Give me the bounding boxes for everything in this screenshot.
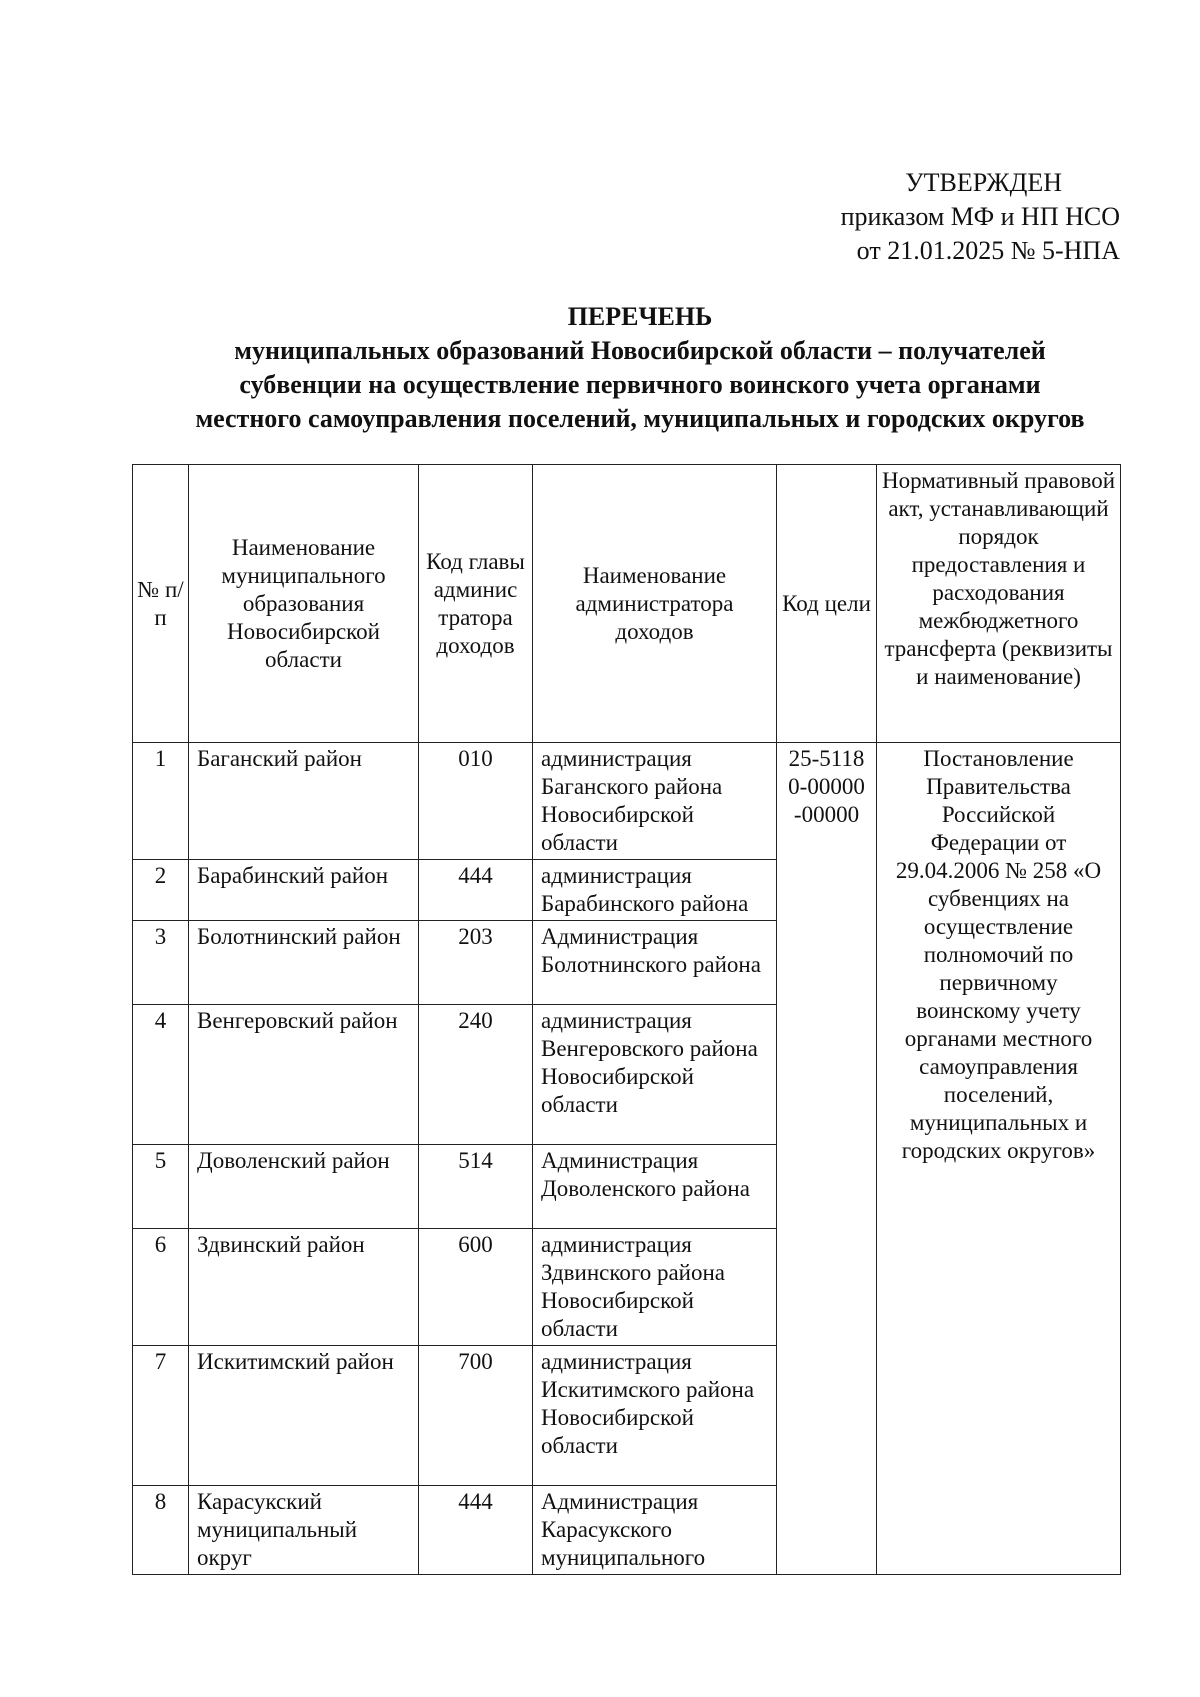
- row-admin: Администрация Доволенского района: [533, 1145, 777, 1229]
- row-code: 600: [419, 1229, 533, 1346]
- row-code: 203: [419, 921, 533, 1005]
- header-code: Код главы админис тратора доходов: [419, 465, 533, 743]
- goal-code-text: 25-51180-00000-00000: [788, 746, 865, 827]
- row-admin: администрация Искитимского района Новосибирской области: [533, 1346, 777, 1486]
- row-name: Барабинский район: [189, 860, 419, 921]
- row-code: 240: [419, 1005, 533, 1145]
- row-name: Болотнинский район: [189, 921, 419, 1005]
- table-header-row: [133, 465, 1121, 743]
- approval-line-2: приказом МФ и НП НСО: [840, 202, 1120, 231]
- row-code: 700: [419, 1346, 533, 1486]
- header-name: Наименование муниципального образования Новосибирской области: [189, 465, 419, 743]
- row-num: 5: [133, 1145, 189, 1229]
- row-num: 2: [133, 860, 189, 921]
- recipients-table: [132, 464, 1121, 1575]
- row-admin: администрация Баганского района Новосибирской области: [533, 743, 777, 860]
- title-heading: ПЕРЕЧЕНЬ: [567, 302, 713, 331]
- row-code: 010: [419, 743, 533, 860]
- row-num: 3: [133, 921, 189, 1005]
- header-legal: Нормативный правовой акт, устанавливающий порядок предоставления и расходования межбюджетного трансферта (реквизиты и наименование): [877, 465, 1121, 743]
- row-name: Искитимский район: [189, 1346, 419, 1486]
- row-admin: администрация Венгеровского района Новосибирской области: [533, 1005, 777, 1145]
- row-name: Карасукский муниципальный округ: [189, 1486, 419, 1575]
- row-name: Доволенский район: [189, 1145, 419, 1229]
- row-num: 6: [133, 1229, 189, 1346]
- header-num: № п/п: [133, 465, 189, 743]
- title-line-1: муниципальных образований Новосибирской области – получателей: [234, 336, 1046, 365]
- table-row: [133, 743, 1121, 860]
- header-goal: Код цели: [777, 465, 877, 743]
- row-code: 444: [419, 860, 533, 921]
- approval-line-3: от 21.01.2025 № 5-НПА: [856, 236, 1120, 265]
- approval-line-1: УТВЕРЖДЕН: [905, 168, 1062, 197]
- legal-act: Постановление Правительства Российской Федерации от 29.04.2006 № 258 «О субвенциях на осуществление полномочий по первичному воинскому учету органами местного самоуправления поселений, муниципальных и городских округов»: [877, 743, 1121, 1575]
- row-name: Здвинский район: [189, 1229, 419, 1346]
- row-num: 1: [133, 743, 189, 860]
- row-name: Баганский район: [189, 743, 419, 860]
- row-num: 8: [133, 1486, 189, 1575]
- row-admin: Администрация Карасукского муниципального: [533, 1486, 777, 1575]
- row-code: 444: [419, 1486, 533, 1575]
- approval-stamp: [700, 166, 1120, 268]
- row-name: Венгеровский район: [189, 1005, 419, 1145]
- title-line-3: местного самоуправления поселений, муниципальных и городских округов: [195, 404, 1085, 433]
- row-code: 514: [419, 1145, 533, 1229]
- row-admin: администрация Барабинского района: [533, 860, 777, 921]
- row-admin: Администрация Болотнинского района: [533, 921, 777, 1005]
- row-admin: администрация Здвинского района Новосибирской области: [533, 1229, 777, 1346]
- row-num: 7: [133, 1346, 189, 1486]
- header-admin: Наименование администратора доходов: [533, 465, 777, 743]
- goal-code: [777, 743, 877, 1575]
- title-line-2: субвенции на осуществление первичного воинского учета органами: [239, 370, 1041, 399]
- row-num: 4: [133, 1005, 189, 1145]
- document-title: [120, 300, 1160, 436]
